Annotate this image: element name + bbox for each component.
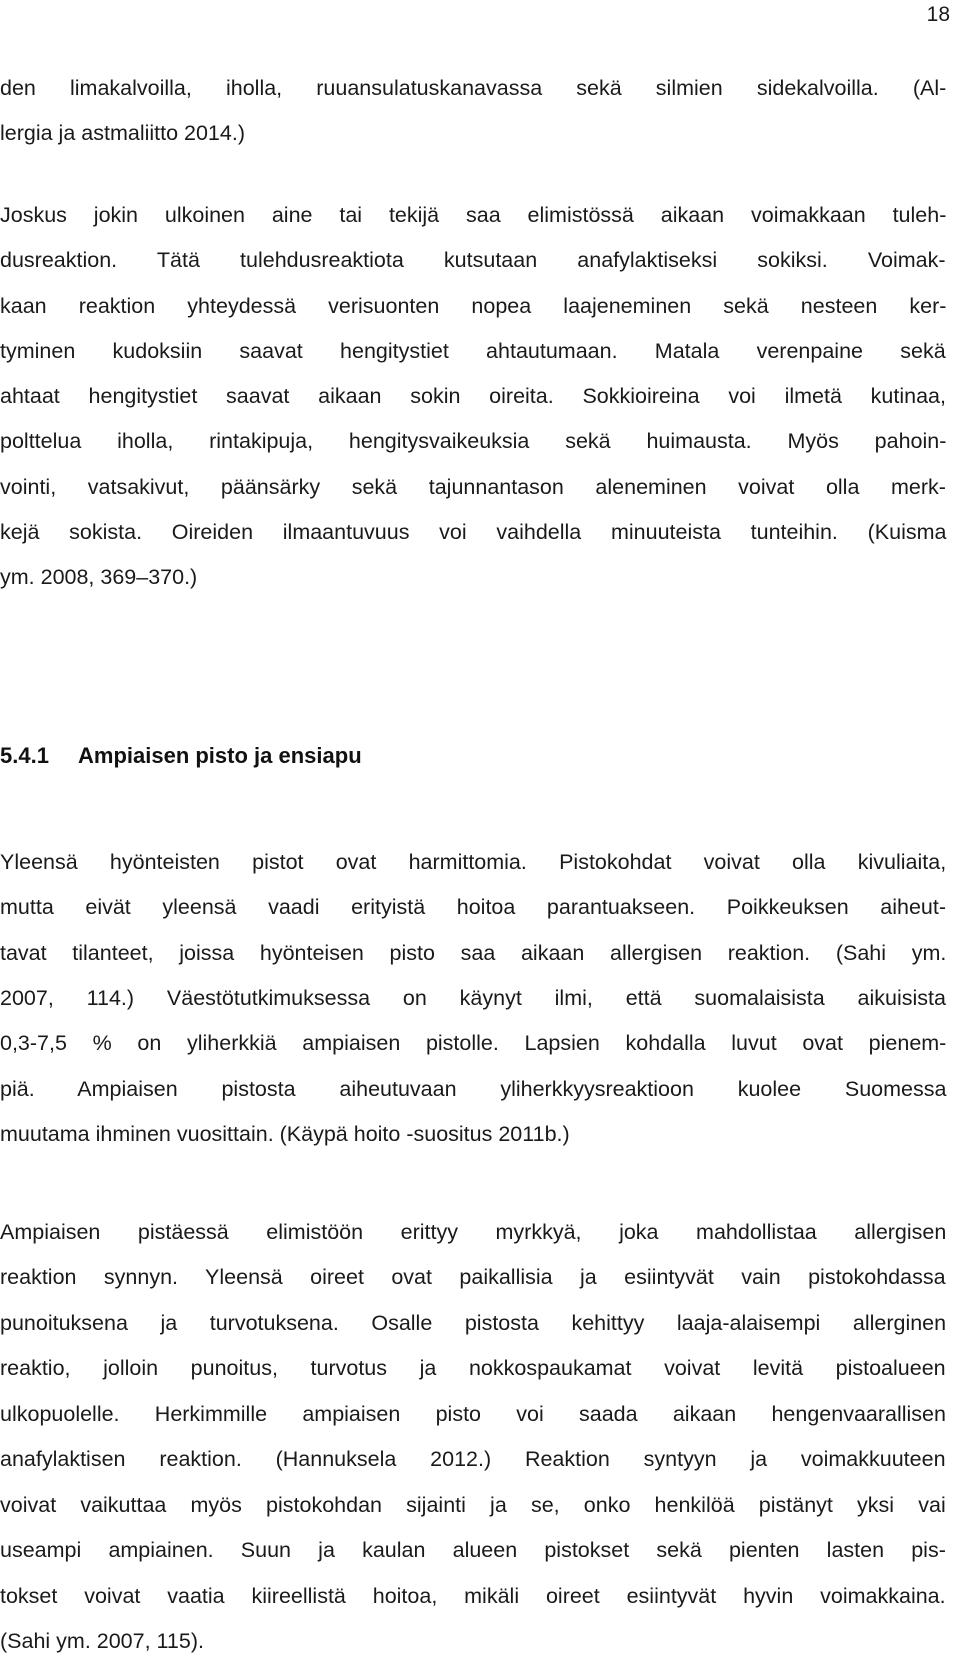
text-line: lergia ja astmaliitto 2014.) [0, 121, 245, 146]
text-line: tyminen kudoksiin saavat hengitystiet ahtautumaan. Matala verenpaine sekä [0, 338, 946, 363]
text-line: 0,3-7,5 % on yliherkkiä ampiaisen pistolle. Lapsien kohdalla luvut ovat pienem- [0, 1031, 947, 1056]
text-line: ym. 2008, 369–370.) [0, 565, 198, 589]
text-line: Joskus jokin ulkoinen aine tai tekijä saa elimistössä aikaan voimakkaan tuleh- [0, 203, 947, 227]
text-line: voivat vaikuttaa myös pistokohdan sijainti ja se, onko henkilöä pistänyt yksi vai [0, 1492, 946, 1517]
text-line: reaktion synnyn. Yleensä oireet ovat paikallisia ja esiintyvät vain pistokohdassa [0, 1265, 946, 1290]
text-line: punoituksena ja turvotuksena. Osalle pistosta kehittyy laaja-alaisempi allerginen [0, 1310, 947, 1335]
text-line: muutama ihminen vuosittain. (Käypä hoito -suositus 2011b.) [0, 1121, 570, 1146]
text-line: piä. Ampiaisen pistosta aiheutuvaan yliherkkyysreaktioon kuolee Suomessa [0, 1076, 947, 1101]
text-line: useampi ampiainen. Suun ja kaulan alueen pistokset sekä pienten lasten pis- [0, 1538, 946, 1563]
section-number: 5.4.1 [0, 743, 49, 768]
text-line: dusreaktion. Tätä tulehdusreaktiota kutsutaan anafylaktiseksi sokiksi. Voimak- [0, 248, 946, 273]
text-line: polttelua iholla, rintakipuja, hengitysvaikeuksia sekä huimausta. Myös pahoin- [0, 429, 947, 454]
text-line: reaktio, jolloin punoitus, turvotus ja nokkospaukamat voivat levitä pistoalueen [0, 1356, 946, 1381]
text-line: Yleensä hyönteisten pistot ovat harmittomia. Pistokohdat voivat olla kivuliaita, [0, 850, 947, 874]
text-line: vointi, vatsakivut, päänsärky sekä tajunnantason aleneminen voivat olla merk- [0, 474, 946, 499]
text-line: 2007, 114.) Väestötutkimuksessa on käynyt ilmi, että suomalaisista aikuisista [0, 985, 946, 1010]
text-line: ahtaat hengitystiet saavat aikaan sokin oireita. Sokkioireina voi ilmetä kutinaa, [0, 384, 946, 408]
text-line: kaan reaktion yhteydessä verisuonten nopea laajeneminen sekä nesteen ker- [0, 293, 947, 318]
text-line: kejä sokista. Oireiden ilmaantuvuus voi vaihdella minuuteista tunteihin. (Kuisma [0, 519, 947, 544]
section-title: Ampiaisen pisto ja ensiapu [78, 743, 362, 768]
section-heading [0, 741, 362, 771]
text-line: tokset voivat vaatia kiireellistä hoitoa, mikäli oireet esiintyvät hyvin voimakkaina. [0, 1583, 946, 1608]
text-line: (Sahi ym. 2007, 115). [0, 1629, 204, 1654]
text-line: Ampiaisen pistäessä elimistöön erittyy myrkkyä, joka mahdollistaa allergisen [0, 1220, 947, 1244]
page-number: 18 [926, 3, 950, 26]
text-line: anafylaktisen reaktion. (Hannuksela 2012.) Reaktion syntyyn ja voimakkuuteen [0, 1447, 946, 1472]
text-line: tavat tilanteet, joissa hyönteisen pisto saa aikaan allergisen reaktion. (Sahi ym. [0, 940, 947, 965]
text-line: ulkopuolelle. Herkimmille ampiaisen pisto voi saada aikaan hengenvaarallisen [0, 1401, 946, 1426]
text-line: mutta eivät yleensä vaadi erityistä hoitoa parantuakseen. Poikkeuksen aiheut- [0, 895, 946, 920]
text-line: den limakalvoilla, iholla, ruuansulatuskanavassa sekä silmien sidekalvoilla. (Al- [0, 76, 947, 100]
